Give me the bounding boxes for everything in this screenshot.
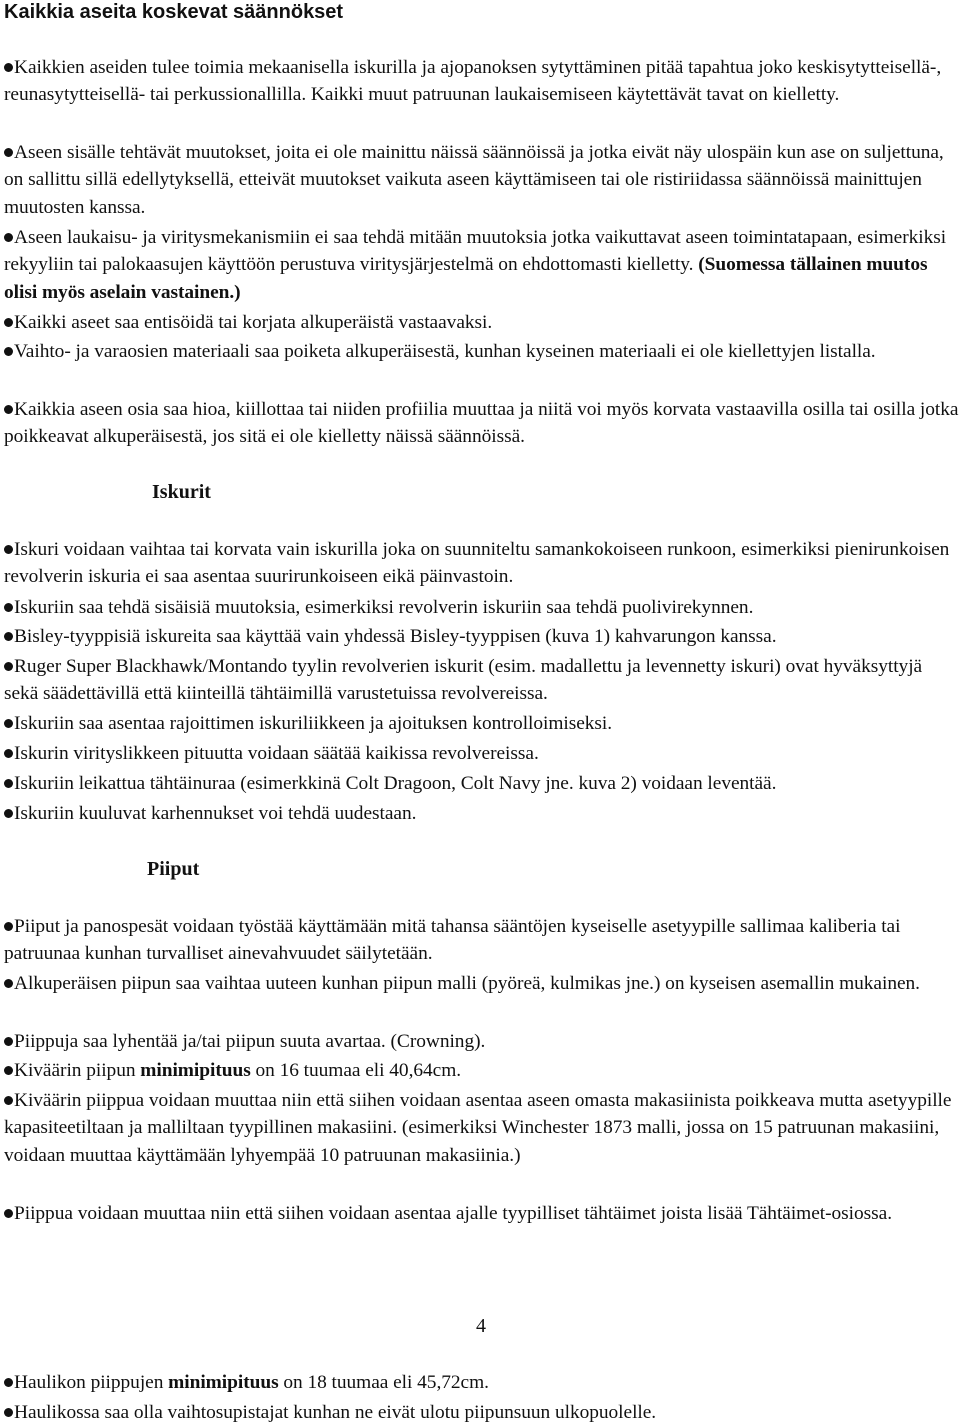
piiput-rule-item: Kiväärin piipun minimipituus on 16 tuumaa eli 40,64cm. [4, 1057, 960, 1084]
bullet-icon [4, 662, 13, 671]
page-title: Kaikkia aseita koskevat säännökset [4, 1, 344, 23]
piiput-rule-item: Piippua voidaan muuttaa niin että siihen voidaan asentaa ajalle tyypilliset tähtäimet joista lisää Tähtäimet-osiossa. [4, 1200, 960, 1227]
bullet-icon [4, 1408, 13, 1417]
general-rule-item: Kaikkien aseiden tulee toimia mekaanisella iskurilla ja ajopanoksen sytyttäminen pitää tapahtua joko keskisytytteisellä-, reunasytytteisellä- tai perkussionallilla. Kaikki muut patruunan laukaisemiseen käytettävät tavat on kielletty. [4, 57, 942, 106]
iskurit-rule-item: Ruger Super Blackhawk/Montando tyylin revolverien iskurit (esim. madallettu ja levennetty iskuri) ovat hyväksyttyjä sekä säädettävillä että kiinteillä tähtäimillä varustetuissa revolvereissa. [4, 656, 923, 705]
bullet-icon [4, 779, 13, 788]
piiput-rule-item: Kiväärin piippua voidaan muuttaa niin että siihen voidaan asentaa aseen omasta makasiinista poikkeava mutta asetyypille kapasiteetiltaan ja malliltaan tyypillinen makasiini. (esimerkiksi Winchester 1873 malli, jossa on 15 patruunan makasiini, voidaan muuttaa käyttämään lyhyempää 10 patruunan makasiinia.) [4, 1090, 952, 1166]
bullet-icon [4, 318, 13, 327]
bullet-icon [4, 1066, 13, 1075]
bullet-icon [4, 809, 13, 818]
bullet-icon [4, 545, 13, 554]
bullet-icon [4, 719, 13, 728]
bullet-icon [4, 148, 13, 157]
bullet-icon [4, 632, 13, 641]
iskurit-rule-item: Iskuriin saa asentaa rajoittimen iskuriliikkeen ja ajoituksen kontrolloimiseksi. [4, 710, 960, 737]
bullet-icon [4, 347, 13, 356]
iskurit-rule-item: Iskuri voidaan vaihtaa tai korvata vain iskurilla joka on suunniteltu samankokoiseen runkoon, esimerkiksi pienirunkoisen revolverin iskuria ei saa asentaa suurirunkoiseen eikä päinvastoin. [4, 539, 950, 588]
general-rule-item: Aseen sisälle tehtävät muutokset, joita ei ole mainittu näissä säännöissä ja jotka eivät näy ulospäin kun ase on suljettuna, on sallittu sillä edellytyksellä, etteivät muutokset vaikuta aseen käyttämiseen tai ole ristiriidassa säännöissä mainittujen muutosten kanssa. [4, 142, 944, 218]
iskurit-rule-item: Iskuriin leikattua tähtäinuraa (esimerkkinä Colt Dragoon, Colt Navy jne. kuva 2) voidaan leventää. [4, 770, 960, 797]
iskurit-rule-item: Iskuriin saa tehdä sisäisiä muutoksia, esimerkiksi revolverin iskuriin saa tehdä puolivirekynnen. [4, 594, 960, 621]
bullet-icon [4, 1037, 13, 1046]
general-rule-item: Vaihto- ja varaosien materiaali saa poiketa alkuperäisestä, kunhan kyseinen materiaali ei ole kiellettyjen listalla. [4, 338, 960, 365]
iskurit-rule-item: Iskuriin kuuluvat karhennukset voi tehdä uudestaan. [4, 800, 960, 827]
general-rule-item: Kaikki aseet saa entisöidä tai korjata alkuperäistä vastaavaksi. [4, 309, 960, 336]
bullet-icon [4, 63, 13, 72]
section-heading-iskurit: Iskurit [152, 481, 211, 503]
bullet-icon [4, 1378, 13, 1387]
general-rule-item: Kaikkia aseen osia saa hioa, kiillottaa tai niiden profiilia muuttaa ja niitä voi myös korvata vastaavilla osilla tai osilla jotka poikkeavat alkuperäisestä, jos sitä ei ole kielletty näissä säännöissä. [4, 399, 959, 448]
piiput-rule-item: Haulikossa saa olla vaihtosupistajat kunhan ne eivät ulotu piipunsuun ulkopuolelle. [4, 1399, 960, 1426]
bullet-icon [4, 1209, 13, 1218]
bullet-icon [4, 749, 13, 758]
piiput-rule-item: Piippuja saa lyhentää ja/tai piipun suuta avartaa. (Crowning). [4, 1028, 960, 1055]
page-number: 4 [476, 1315, 486, 1337]
legal-note: (Suomessa tällainen muutos olisi myös aselain vastainen.) [4, 254, 928, 303]
iskurit-rule-item: Iskurin virityslikkeen pituutta voidaan säätää kaikissa revolvereissa. [4, 740, 960, 767]
bullet-icon [4, 405, 13, 414]
bullet-icon [4, 922, 13, 931]
general-rule-item: Aseen laukaisu- ja viritysmekanismiin ei saa tehdä mitään muutoksia jotka vaikuttavat aseen toimintatapaan, esimerkiksi rekyyliin tai palokaasujen käyttöön perustuva viritysjärjestelmä on ehdottomasti kielletty. (Suomessa tällainen muutos olisi myös aselain vastainen.) [4, 227, 947, 303]
bullet-icon [4, 1096, 13, 1105]
piiput-rule-item: Piiput ja panospesät voidaan työstää käyttämään mitä tahansa sääntöjen kyseiselle asetyypille sallimaa kaliberia tai patruunaa kunhan turvalliset ainevahvuudet säilytetään. [4, 916, 901, 965]
bullet-icon [4, 233, 13, 242]
piiput-rule-item: Haulikon piippujen minimipituus on 18 tuumaa eli 45,72cm. [4, 1369, 960, 1396]
bullet-icon [4, 979, 13, 988]
piiput-rule-item: Alkuperäisen piipun saa vaihtaa uuteen kunhan piipun malli (pyöreä, kulmikas jne.) on kyseisen asemallin mukainen. [4, 970, 960, 997]
section-heading-piiput: Piiput [147, 858, 200, 880]
iskurit-rule-item: Bisley-tyyppisiä iskureita saa käyttää vain yhdessä Bisley-tyyppisen (kuva 1) kahvarungon kanssa. [4, 623, 960, 650]
bullet-icon [4, 603, 13, 612]
